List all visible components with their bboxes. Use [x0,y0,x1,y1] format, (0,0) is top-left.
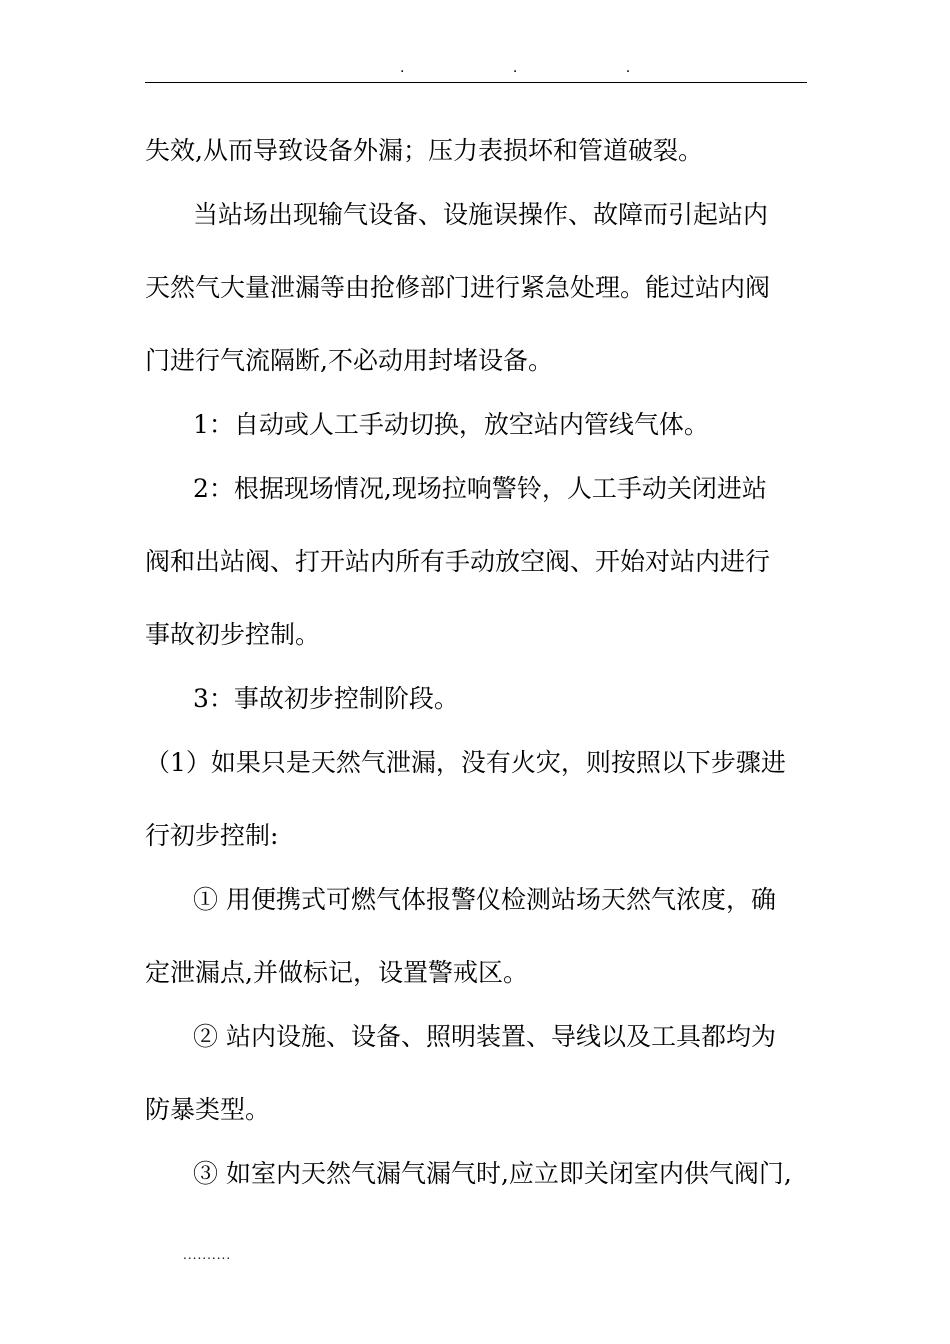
footer-dots: .......... [183,1248,232,1262]
header-rule [145,82,807,83]
paragraph-line: 事故初步控制。 [145,620,321,649]
paragraph-line: 行初步控制: [145,821,279,850]
paragraph-line: ③ 如室内天然气漏气漏气时,应立即关闭室内供气阀门, [193,1159,792,1188]
paragraph-line: 当站场出现输气设备、设施误操作、故障而引起站内 [193,200,769,229]
header-dots: . . . [400,60,683,76]
paragraph-line: 3：事故初步控制阶段。 [193,684,459,713]
paragraph-line: 阀和出站阀、打开站内所有手动放空阀、开始对站内进行 [145,547,771,576]
paragraph-line: 2：根据现场情况,现场拉响警铃，人工手动关闭进站 [193,474,767,503]
paragraph-line: 定泄漏点,并做标记，设置警戒区。 [145,958,528,987]
paragraph-line: （1）如果只是天然气泄漏，没有火灾，则按照以下步骤进 [145,748,786,777]
paragraph-line: ① 用便携式可燃气体报警仪检测站场天然气浓度，确 [193,885,776,914]
paragraph-line: ② 站内设施、设备、照明装置、导线以及工具都均为 [193,1022,776,1051]
paragraph-line: 门进行气流隔断,不必动用封堵设备。 [145,346,553,375]
paragraph-line: 1：自动或人工手动切换，放空站内管线气体。 [193,410,709,439]
paragraph-line: 防暴类型。 [145,1095,271,1124]
paragraph-line: 失效,从而导致设备外漏；压力表损坏和管道破裂。 [145,136,703,165]
paragraph-line: 天然气大量泄漏等由抢修部门进行紧急处理。能过站内阀 [145,273,771,302]
